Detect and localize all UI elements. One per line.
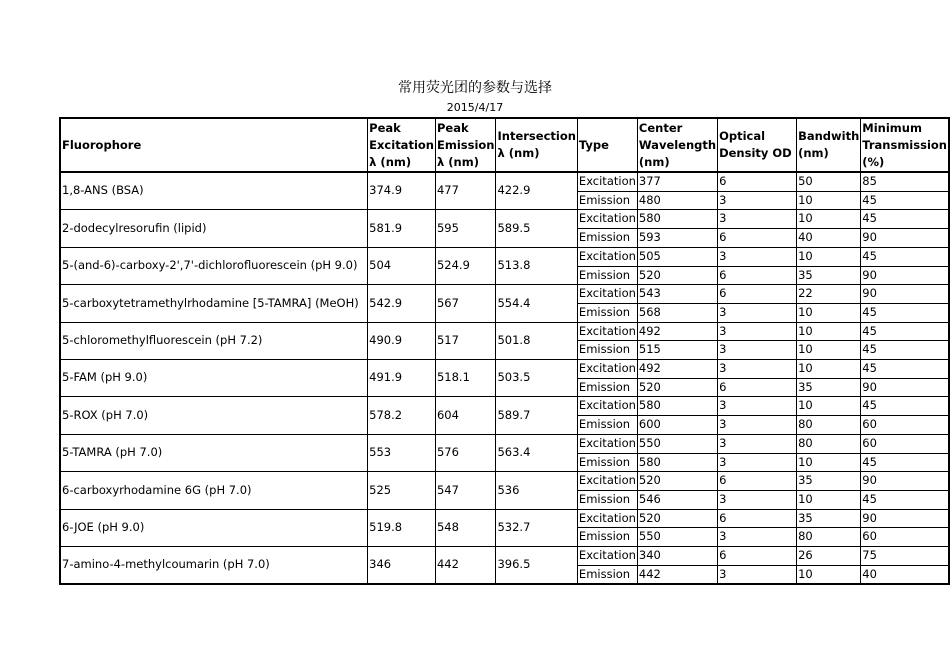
bandwidth: 35 — [797, 266, 861, 285]
table-row — [60, 509, 949, 528]
center-wavelength: 568 — [637, 303, 717, 322]
peak-emission: 595 — [435, 210, 496, 247]
bandwidth: 40 — [797, 229, 861, 248]
peak-excitation: 581.9 — [368, 210, 436, 247]
fluorophore-name: 5-carboxytetramethylrhodamine [5-TAMRA] (MeOH) — [60, 285, 368, 322]
center-wavelength: 520 — [637, 509, 717, 528]
optical-density: 3 — [718, 416, 797, 435]
min-transmission: 90 — [861, 285, 949, 304]
table-row — [60, 285, 949, 304]
header-peak-emission: Peak Emission λ (nm) — [435, 118, 496, 172]
peak-excitation: 374.9 — [368, 172, 436, 210]
table-row — [60, 172, 949, 191]
fluorophore-name: 5-FAM (pH 9.0) — [60, 360, 368, 397]
optical-density: 3 — [718, 341, 797, 360]
min-transmission: 45 — [861, 247, 949, 266]
peak-excitation: 553 — [368, 434, 436, 471]
optical-density: 3 — [718, 191, 797, 210]
intersection: 589.5 — [496, 210, 577, 247]
bandwidth: 10 — [797, 565, 861, 584]
min-transmission: 45 — [861, 322, 949, 341]
peak-emission: 576 — [435, 434, 496, 471]
min-transmission: 45 — [861, 303, 949, 322]
bandwidth: 35 — [797, 509, 861, 528]
bandwidth: 10 — [797, 360, 861, 379]
table-row — [60, 547, 949, 566]
filter-type: Emission — [577, 378, 637, 397]
bandwidth: 26 — [797, 547, 861, 566]
min-transmission: 60 — [861, 434, 949, 453]
center-wavelength: 520 — [637, 472, 717, 491]
filter-type: Excitation — [577, 360, 637, 379]
filter-type: Emission — [577, 565, 637, 584]
fluorophore-name: 5-TAMRA (pH 7.0) — [60, 434, 368, 471]
header-intersection: Intersection λ (nm) — [496, 118, 577, 172]
min-transmission: 90 — [861, 472, 949, 491]
filter-type: Emission — [577, 266, 637, 285]
bandwidth: 80 — [797, 416, 861, 435]
fluorophore-name: 2-dodecylresorufin (lipid) — [60, 210, 368, 247]
peak-excitation: 491.9 — [368, 360, 436, 397]
center-wavelength: 543 — [637, 285, 717, 304]
optical-density: 3 — [718, 490, 797, 509]
optical-density: 6 — [718, 229, 797, 248]
intersection: 589.7 — [496, 397, 577, 434]
header-type: Type — [577, 118, 637, 172]
min-transmission: 60 — [861, 416, 949, 435]
min-transmission: 85 — [861, 172, 949, 191]
bandwidth: 35 — [797, 472, 861, 491]
peak-emission: 442 — [435, 547, 496, 585]
bandwidth: 10 — [797, 210, 861, 229]
filter-type: Emission — [577, 528, 637, 547]
fluorophore-table — [59, 117, 950, 585]
optical-density: 3 — [718, 360, 797, 379]
bandwidth: 80 — [797, 434, 861, 453]
peak-emission: 518.1 — [435, 360, 496, 397]
document-date: 2015/4/17 — [446, 101, 504, 114]
intersection: 563.4 — [496, 434, 577, 471]
table-row — [60, 322, 949, 341]
page-title: 常用荧光团的参数与选择 — [398, 80, 552, 96]
center-wavelength: 580 — [637, 210, 717, 229]
bandwidth: 10 — [797, 303, 861, 322]
filter-type: Excitation — [577, 247, 637, 266]
header-peak-excitation: Peak Excitation λ (nm) — [368, 118, 436, 172]
peak-emission: 567 — [435, 285, 496, 322]
center-wavelength: 520 — [637, 378, 717, 397]
center-wavelength: 442 — [637, 565, 717, 584]
peak-emission: 548 — [435, 509, 496, 546]
header-min-transmission: Minimum Transmission (%) — [861, 118, 949, 172]
center-wavelength: 480 — [637, 191, 717, 210]
filter-type: Excitation — [577, 434, 637, 453]
intersection: 503.5 — [496, 360, 577, 397]
min-transmission: 60 — [861, 528, 949, 547]
filter-type: Emission — [577, 490, 637, 509]
intersection: 501.8 — [496, 322, 577, 359]
fluorophore-name: 5-ROX (pH 7.0) — [60, 397, 368, 434]
center-wavelength: 505 — [637, 247, 717, 266]
intersection: 396.5 — [496, 547, 577, 585]
filter-type: Excitation — [577, 322, 637, 341]
optical-density: 6 — [718, 509, 797, 528]
intersection: 532.7 — [496, 509, 577, 546]
center-wavelength: 546 — [637, 490, 717, 509]
intersection: 554.4 — [496, 285, 577, 322]
center-wavelength: 593 — [637, 229, 717, 248]
min-transmission: 45 — [861, 341, 949, 360]
peak-emission: 547 — [435, 472, 496, 509]
center-wavelength: 520 — [637, 266, 717, 285]
min-transmission: 45 — [861, 360, 949, 379]
fluorophore-name: 6-JOE (pH 9.0) — [60, 509, 368, 546]
peak-excitation: 525 — [368, 472, 436, 509]
peak-emission: 604 — [435, 397, 496, 434]
optical-density: 6 — [718, 378, 797, 397]
peak-emission: 524.9 — [435, 247, 496, 284]
optical-density: 3 — [718, 453, 797, 472]
bandwidth: 10 — [797, 490, 861, 509]
filter-type: Emission — [577, 416, 637, 435]
table-row — [60, 434, 949, 453]
filter-type: Emission — [577, 303, 637, 322]
filter-type: Excitation — [577, 172, 637, 191]
filter-type: Emission — [577, 453, 637, 472]
min-transmission: 40 — [861, 565, 949, 584]
filter-type: Excitation — [577, 285, 637, 304]
min-transmission: 45 — [861, 397, 949, 416]
header-optical-density: Optical Density OD — [718, 118, 797, 172]
filter-type: Emission — [577, 341, 637, 360]
optical-density: 3 — [718, 528, 797, 547]
intersection: 513.8 — [496, 247, 577, 284]
center-wavelength: 515 — [637, 341, 717, 360]
filter-type: Excitation — [577, 509, 637, 528]
optical-density: 6 — [718, 547, 797, 566]
bandwidth: 10 — [797, 341, 861, 360]
table-row — [60, 397, 949, 416]
bandwidth: 10 — [797, 191, 861, 210]
min-transmission: 45 — [861, 210, 949, 229]
min-transmission: 90 — [861, 509, 949, 528]
optical-density: 3 — [718, 565, 797, 584]
fluorophore-name: 7-amino-4-methylcoumarin (pH 7.0) — [60, 547, 368, 585]
bandwidth: 10 — [797, 247, 861, 266]
bandwidth: 50 — [797, 172, 861, 191]
center-wavelength: 340 — [637, 547, 717, 566]
table-row — [60, 210, 949, 229]
table-row — [60, 247, 949, 266]
bandwidth: 10 — [797, 453, 861, 472]
fluorophore-name: 5-(and-6)-carboxy-2',7'-dichlorofluorescein (pH 9.0) — [60, 247, 368, 284]
filter-type: Excitation — [577, 472, 637, 491]
peak-excitation: 519.8 — [368, 509, 436, 546]
center-wavelength: 580 — [637, 453, 717, 472]
table-row — [60, 360, 949, 379]
peak-excitation: 346 — [368, 547, 436, 585]
center-wavelength: 492 — [637, 360, 717, 379]
center-wavelength: 550 — [637, 434, 717, 453]
center-wavelength: 600 — [637, 416, 717, 435]
fluorophore-name: 6-carboxyrhodamine 6G (pH 7.0) — [60, 472, 368, 509]
bandwidth: 35 — [797, 378, 861, 397]
fluorophore-name: 5-chloromethylfluorescein (pH 7.2) — [60, 322, 368, 359]
min-transmission: 90 — [861, 266, 949, 285]
min-transmission: 90 — [861, 229, 949, 248]
filter-type: Excitation — [577, 547, 637, 566]
peak-excitation: 542.9 — [368, 285, 436, 322]
table-row — [60, 472, 949, 491]
intersection: 536 — [496, 472, 577, 509]
filter-type: Emission — [577, 229, 637, 248]
peak-excitation: 578.2 — [368, 397, 436, 434]
min-transmission: 45 — [861, 453, 949, 472]
min-transmission: 45 — [861, 191, 949, 210]
fluorophore-name: 1,8-ANS (BSA) — [60, 172, 368, 210]
peak-excitation: 504 — [368, 247, 436, 284]
min-transmission: 75 — [861, 547, 949, 566]
optical-density: 3 — [718, 210, 797, 229]
center-wavelength: 492 — [637, 322, 717, 341]
bandwidth: 80 — [797, 528, 861, 547]
optical-density: 6 — [718, 285, 797, 304]
peak-emission: 477 — [435, 172, 496, 210]
header-fluorophore: Fluorophore — [60, 118, 368, 172]
bandwidth: 10 — [797, 397, 861, 416]
min-transmission: 90 — [861, 378, 949, 397]
bandwidth: 10 — [797, 322, 861, 341]
filter-type: Emission — [577, 191, 637, 210]
center-wavelength: 550 — [637, 528, 717, 547]
header-bandwidth: Bandwith (nm) — [797, 118, 861, 172]
filter-type: Excitation — [577, 210, 637, 229]
intersection: 422.9 — [496, 172, 577, 210]
optical-density: 6 — [718, 172, 797, 191]
filter-type: Excitation — [577, 397, 637, 416]
bandwidth: 22 — [797, 285, 861, 304]
optical-density: 3 — [718, 303, 797, 322]
optical-density: 3 — [718, 434, 797, 453]
center-wavelength: 377 — [637, 172, 717, 191]
peak-emission: 517 — [435, 322, 496, 359]
optical-density: 3 — [718, 397, 797, 416]
optical-density: 6 — [718, 266, 797, 285]
min-transmission: 45 — [861, 490, 949, 509]
header-row — [60, 118, 949, 172]
optical-density: 6 — [718, 472, 797, 491]
optical-density: 3 — [718, 247, 797, 266]
header-center-wavelength: Center Wavelength (nm) — [637, 118, 717, 172]
center-wavelength: 580 — [637, 397, 717, 416]
optical-density: 3 — [718, 322, 797, 341]
peak-excitation: 490.9 — [368, 322, 436, 359]
